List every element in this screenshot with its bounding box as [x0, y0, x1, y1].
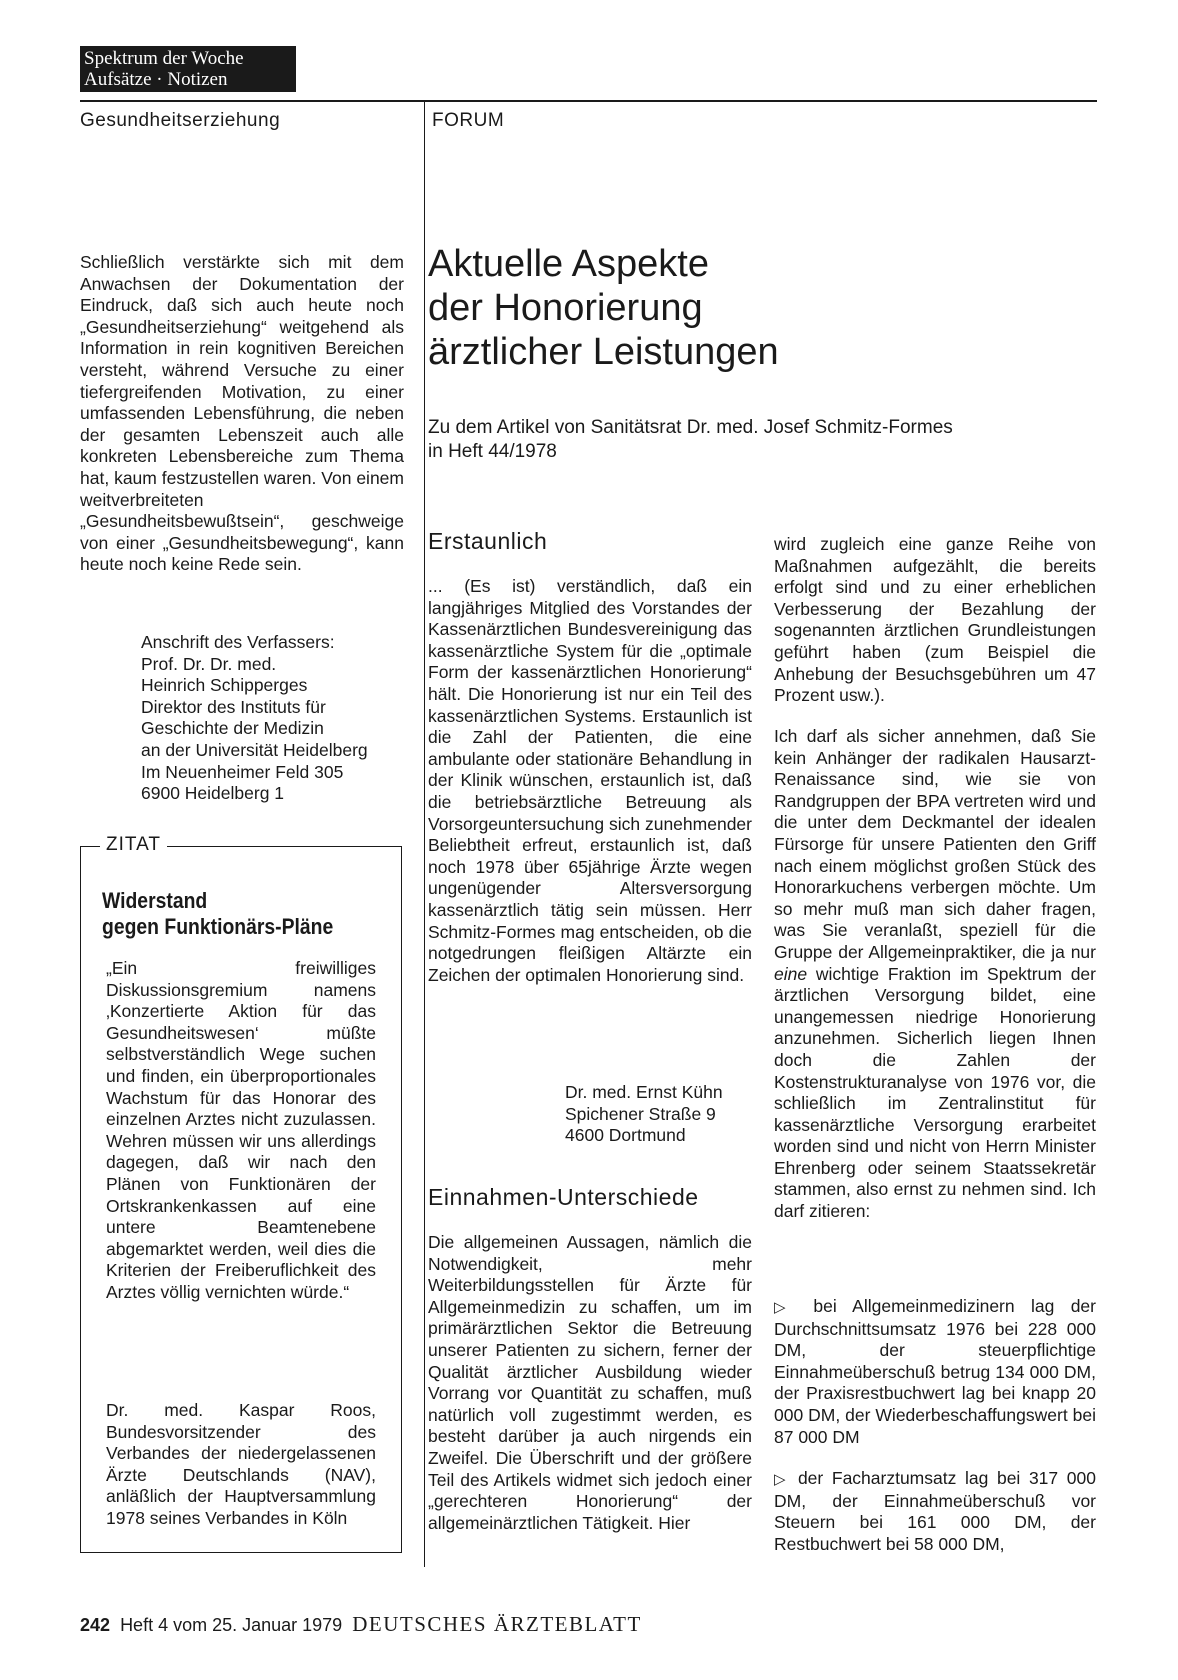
bullet-text-2: der Facharztumsatz lag bei 317 000 DM, der Einnahmeüberschuß vor Steuern bei 161 000 DM, der Restbuchwert bei 58 000 DM,: [774, 1468, 1096, 1554]
left-paragraph: Schließlich verstärkte sich mit dem Anwachsen der Dokumentation der Eindruck, daß sich auch heute noch „Gesundheitserziehung“ weitgehend als Information in rein kognitiven Bereichen versteht, während Versuche zu einer tiefergreifenden Motivation, zu einer umfassenden Lebensführung, die neben der gesamten Lebenszeit auch alle konkreten Lebensbereiche zum Thema hat, kaum festzustellen waren. Von einem weitverbreiteten „Gesundheitsbewußtsein“, geschweige von einer „Gesundheitsbewegung“, kann heute noch keine Rede sein.: [80, 252, 404, 575]
triangle-bullet-icon: ▷: [774, 1299, 798, 1316]
zitat-headline-line1: Widerstand: [102, 888, 208, 913]
title-line1: Aktuelle Aspekte: [428, 243, 709, 285]
col3-paragraph2: [774, 726, 1096, 1223]
magazine-name: DEUTSCHES ÄRZTEBLATT: [352, 1612, 642, 1636]
bullet-text-1: bei Allgemeinmedizinern lag der Durchschnittsumsatz 1976 bei 228 000 DM, der steuerpflichtige Einnahmeüberschuß betrug 134 000 DM, der Praxisrestbuchwert lag bei knapp 20 000 DM, der Wiederbeschaffungswert bei 87 000 DM: [774, 1296, 1096, 1447]
col3-paragraph1: wird zugleich eine ganze Reihe von Maßnahmen aufgezählt, die bereits erfolgt sind und zu einer erheblichen Verbesserung der Bezahlung der sogenannten ärztlichen Grundleistungen geführt haben (zum Beispiel die Anhebung der Besuchsgebühren um 47 Prozent usw.).: [774, 534, 1096, 706]
letter-author-line: Dr. med. Ernst Kühn: [565, 1082, 723, 1102]
section-heading-einnahmen: Einnahmen-Unterschiede: [428, 1184, 699, 1210]
article-title: [428, 242, 1068, 374]
zitat-headline: [102, 888, 357, 940]
zitat-quote: „Ein freiwilliges Diskussionsgremium namens ‚Konzertierte Aktion für das Gesundheitswesen‘ müßte selbstverständlich Wege suchen und finden, ein überproportionales Wachstum für das Honorar des einzelnen Arztes nicht zuzulassen. Wehren müssen wir uns allerdings dagegen, daß wir nach den Plänen von Funktionären der Ortskrankenkassen auf eine untere Beamtenebene abgemarktet werden, weil dies die Kriterien der Freiberuflichkeit des Arztes völlig vernichten würde.“: [106, 958, 376, 1302]
subtitle-line2: in Heft 44/1978: [428, 441, 557, 462]
letter-author: [565, 1082, 765, 1147]
bullet-item-1: [774, 1296, 1096, 1448]
address-line: Direktor des Instituts für: [141, 696, 326, 717]
col3-p2-post: wichtige Fraktion im Spektrum der ärztlichen Versorgung bildet, eine unangemessen niedrige Honorierung anzunehmen. Sicherlich liegen Ihnen doch die Zahlen der Kostenstrukturanalyse von 1976 vor, die schließlich im Zentralinstitut für kassenärztliche Versorgung erarbeitet worden sind und nicht von Herrn Minister Ehrenberg oder seinem Staatssekretär stammen, also ernst zu nehmen sind. Ich darf zitieren:: [774, 963, 1096, 1222]
section-label-box: [80, 46, 296, 92]
issue-info: Heft 4 vom 25. Januar 1979: [120, 1615, 343, 1635]
bullet-item-2: [774, 1468, 1096, 1555]
section2-text: Die allgemeinen Aussagen, nämlich die Notwendigkeit, mehr Weiterbildungsstellen für Ärzte für Allgemeinmedizin zu schaffen, um im primärärztlichen Sektor die Betreuung unserer Patienten zu sichern, ferner der Qualität ärztlicher Ausbildung wieder Vorrang vor Quantität zu schaffen, muß natürlich voll zugestimmt werden, es besteht darüber ja auch nirgends ein Zweifel. Die Überschrift und der größere Teil des Artikels widmet sich jedoch einer „gerechteren Honorierung“ der allgemeinärztlichen Tätigkeit. Hier: [428, 1232, 752, 1533]
col3-p2-emphasis: eine: [774, 963, 808, 984]
address-line: Geschichte der Medizin: [141, 718, 324, 739]
author-address: [141, 632, 411, 805]
address-line: Im Neuenheimer Feld 305: [141, 761, 344, 782]
top-rule: [80, 100, 1097, 102]
zitat-source: Dr. med. Kaspar Roos, Bundesvorsitzender des Verbandes der niedergelassenen Ärzte Deutschlands (NAV), anläßlich der Hauptversammlung 1978 seines Verbandes in Köln: [106, 1400, 376, 1528]
letter-author-line: Spichener Straße 9: [565, 1103, 716, 1124]
page-footer: [80, 1612, 642, 1637]
right-topic: FORUM: [432, 110, 505, 131]
address-line: Anschrift des Verfassers:: [141, 632, 335, 652]
zitat-label: ZITAT: [100, 834, 167, 856]
title-line3: ärztlicher Leistungen: [428, 331, 779, 373]
article-subtitle: [428, 416, 1068, 464]
address-line: Heinrich Schipperges: [141, 675, 308, 696]
zitat-headline-line2: gegen Funktionärs-Pläne: [102, 914, 334, 939]
address-line: Prof. Dr. Dr. med.: [141, 653, 277, 674]
section-label-line1: Spektrum der Woche: [84, 48, 244, 69]
section-heading-erstaunlich: Erstaunlich: [428, 528, 548, 554]
address-line: 6900 Heidelberg 1: [141, 783, 285, 804]
title-line2: der Honorierung: [428, 287, 703, 329]
subtitle-line1: Zu dem Artikel von Sanitätsrat Dr. med. Josef Schmitz-Formes: [428, 417, 953, 438]
section-label-line2: Aufsätze · Notizen: [84, 69, 228, 90]
col3-p2-pre: Ich darf als sicher annehmen, daß Sie kein Anhänger der radikalen Hausarzt-Renaissance sind, wie sie von Randgruppen der BPA vertreten wird und die unter dem Deckmantel der idealen Fürsorge für unsere Patienten den Griff nach einem möglichst großen Stück des Honorarkuchens verbergen möchte. Um so mehr muß man sich daher fragen, was Sie veranlaßt, speziell für die Gruppe der Allgemeinpraktiker, die ja nur: [774, 726, 1096, 962]
triangle-bullet-icon: ▷: [774, 1471, 790, 1488]
address-line: an der Universität Heidelberg: [141, 739, 368, 760]
section1-text: ... (Es ist) verständlich, daß ein langjähriges Mitglied des Vorstandes der Kassenärztlichen Bundesvereinigung das kassenärztliche System für die „optimale Form der kassenärztlichen Honorierung“ hält. Die Honorierung ist nur ein Teil des kassenärztlichen Systems. Erstaunlich ist die Zahl der Patienten, die eine ambulante oder stationäre Behandlung in der Klinik wünschen, erstaunlich ist, daß die betriebsärztliche Betreuung als Vorsorgeuntersuchung sich zunehmender Beliebtheit erfreut, erstaunlich ist, daß noch 1978 über 65jährige Ärzte wegen ungenügender Altersversorgung kassenärztlich tätig sein müssen. Herr Schmitz-Formes mag entscheiden, ob die notgedrungen fleißigen Altärzte ein Zeichen der optimalen Honorierung sind.: [428, 576, 752, 985]
left-topic: Gesundheitserziehung: [80, 110, 281, 131]
page-number: 242: [80, 1615, 111, 1635]
letter-author-line: 4600 Dortmund: [565, 1125, 686, 1146]
column-divider: [424, 100, 425, 1567]
